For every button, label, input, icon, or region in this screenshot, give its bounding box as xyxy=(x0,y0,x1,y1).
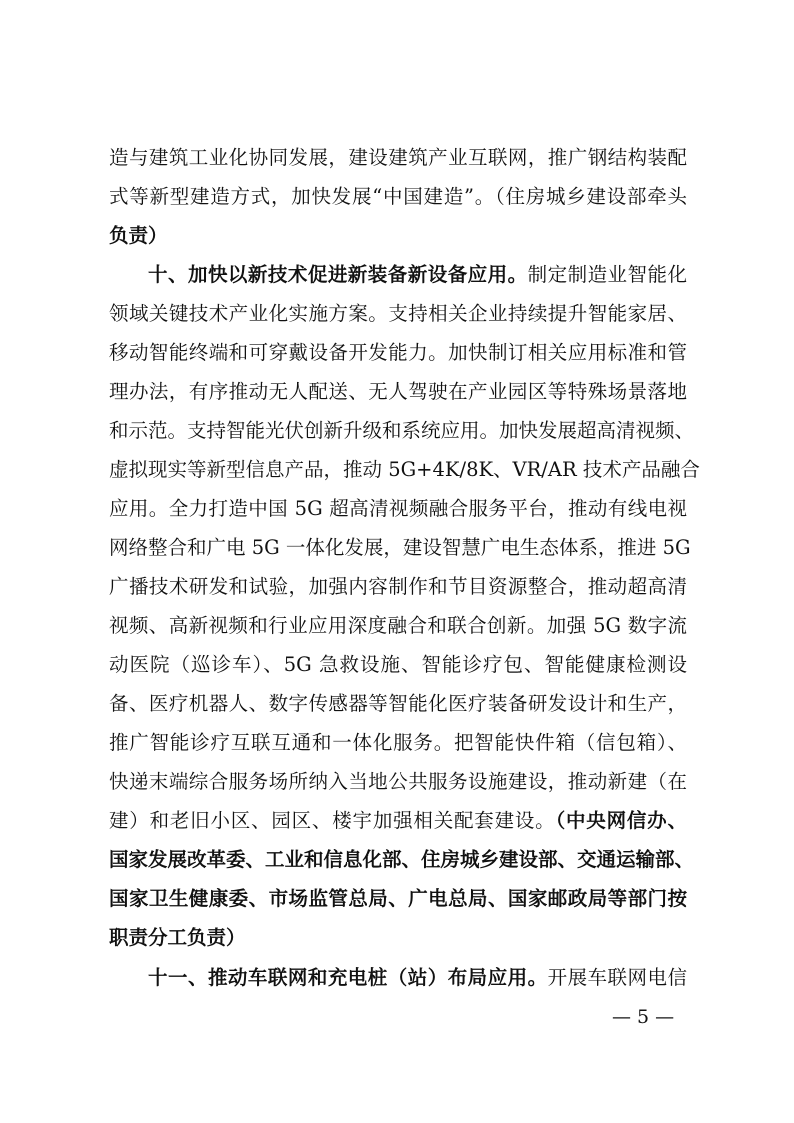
section-ten-heading: 十、加快以新技术促进新装备新设备应用。 xyxy=(148,263,528,286)
paragraph-1-line-3: 负责） xyxy=(109,224,168,247)
paragraph-2-line-13: 推广智能诊疗互联互通和一体化服务。把智能快件箱（信包箱）、 xyxy=(109,731,687,754)
paragraph-2-line-10: 视频、高新视频和行业应用深度融合和联合创新。加强 5G 数字流 xyxy=(109,614,687,637)
section-eleven-heading: 十一、推动车联网和充电桩（站）布局应用。 xyxy=(148,966,548,989)
paragraph-1-line-2 xyxy=(109,180,687,214)
paragraph-1-line-2-text: 式等新型建造方式，加快发展“中国建造”。（住房城乡建设部牵头 xyxy=(109,185,687,208)
paragraph-2-line-12: 备、医疗机器人、数字传感器等智能化医疗装备研发设计和生产， xyxy=(109,692,687,715)
paragraph-3-line-1-text: 开展车联网电信 xyxy=(547,966,687,989)
paragraph-2-line-1 xyxy=(148,258,687,292)
responsible-departments-start: （中央网信办、 xyxy=(555,809,687,832)
paragraph-2-line-11: 动医院（巡诊车）、5G 急救设施、智能诊疗包、智能健康检测设 xyxy=(109,653,687,676)
paragraph-1-line-1: 造与建筑工业化协同发展，建设建筑产业互联网，推广钢结构装配 xyxy=(109,146,687,169)
paragraph-2-line-6: 虚拟现实等新型信息产品，推动 5G+4K/8K、VR/AR 技术产品融合 xyxy=(109,458,700,481)
paragraph-2-line-14: 快递末端综合服务场所纳入当地公共服务设施建设，推动新建（在 xyxy=(109,770,687,793)
paragraph-2-line-1-text: 制定制造业智能化 xyxy=(527,263,687,286)
paragraph-2-line-2: 领域关键技术产业化实施方案。支持相关企业持续提升智能家居、 xyxy=(109,302,687,325)
page-number: — 5 — xyxy=(612,1006,675,1028)
paragraph-2-line-15-text: 建）和老旧小区、园区、楼宇加强相关配套建设。 xyxy=(109,809,556,832)
paragraph-3-line-1 xyxy=(148,961,687,995)
responsible-departments-line-2: 国家发展改革委、工业和信息化部、住房城乡建设部、交通运输部、 xyxy=(109,848,695,871)
paragraph-2-line-15 xyxy=(109,804,687,838)
responsible-departments-line-3: 国家卫生健康委、市场监管总局、广电总局、国家邮政局等部门按 xyxy=(109,887,687,910)
paragraph-2-line-8: 网络整合和广电 5G 一体化发展，建设智慧广电生态体系，推进 5G xyxy=(109,536,691,559)
paragraph-2-line-4: 理办法，有序推动无人配送、无人驾驶在产业园区等特殊场景落地 xyxy=(109,380,687,403)
paragraph-2-line-9: 广播技术研发和试验，加强内容制作和节目资源整合，推动超高清 xyxy=(109,575,687,598)
paragraph-2-line-3: 移动智能终端和可穿戴设备开发能力。加快制订相关应用标准和管 xyxy=(109,341,687,364)
paragraph-2-line-5: 和示范。支持智能光伏创新升级和系统应用。加快发展超高清视频、 xyxy=(109,419,695,442)
paragraph-2-line-7: 应用。全力打造中国 5G 超高清视频融合服务平台，推动有线电视 xyxy=(109,497,687,520)
responsible-departments-line-4: 职责分工负责） xyxy=(109,926,246,949)
